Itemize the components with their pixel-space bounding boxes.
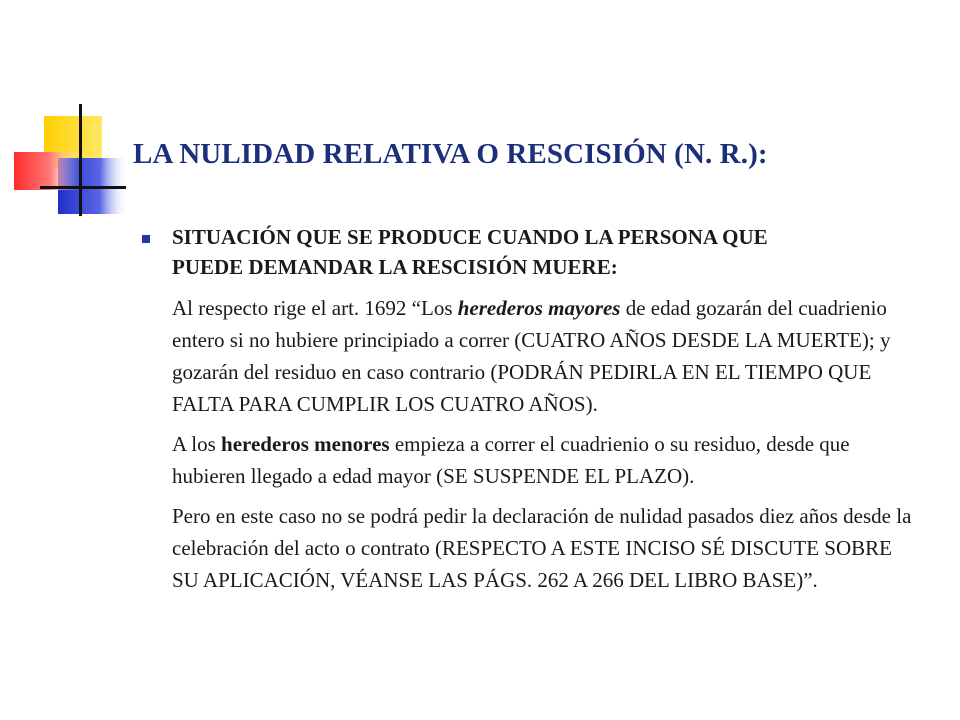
bullet-heading bbox=[172, 222, 934, 282]
bullet-marker bbox=[142, 235, 150, 243]
bullet-heading-line-2: PUEDE DEMANDAR LA RESCISIÓN MUERE: bbox=[172, 255, 618, 279]
paragraph-plazo-diez-anos bbox=[172, 500, 922, 596]
bullet-list-item bbox=[134, 222, 934, 596]
paragraph-1-text-a: Al respecto rige el art. 1692 “Los bbox=[172, 296, 458, 320]
paragraph-3-text: Pero en este caso no se podrá pedir la declaración de nulidad pasados diez años desde la celebración del acto o contrato (RESPECTO A ESTE INCISO SÉ DISCUTE SOBRE SU APLICACIÓN, VÉANSE LAS PÁGS. 262 A 266 DEL LIBRO BASE)”. bbox=[172, 504, 912, 592]
decorative-squares-logo bbox=[0, 0, 140, 220]
paragraph-1-text-b: de edad gozarán del cuadrienio entero si no hubiere principiado a correr (CUATRO AÑOS DESDE LA MUERTE); y gozarán del residuo en caso contrario (PODRÁN PEDIRLA EN EL TIEMPO QUE FALTA PARA CUMPLIR LOS CUATRO AÑOS). bbox=[172, 296, 891, 416]
paragraph-herederos-mayores bbox=[172, 292, 922, 420]
paragraph-2-text-a: A los bbox=[172, 432, 222, 456]
paragraph-1-emphasis: herederos mayores bbox=[457, 296, 621, 320]
bullet-heading-line-1: SITUACIÓN QUE SE PRODUCE CUANDO LA PERSONA QUE bbox=[172, 225, 768, 249]
paragraph-2-strong: herederos menores bbox=[221, 432, 390, 456]
slide-title: LA NULIDAD RELATIVA O RESCISIÓN (N. R.): bbox=[133, 138, 768, 170]
paragraph-2-text-b: empieza a correr el cuadrienio o su residuo, desde que hubieren llegado a edad mayor (SE SUSPENDE EL PLAZO). bbox=[172, 432, 850, 488]
paragraph-herederos-menores bbox=[172, 428, 922, 492]
